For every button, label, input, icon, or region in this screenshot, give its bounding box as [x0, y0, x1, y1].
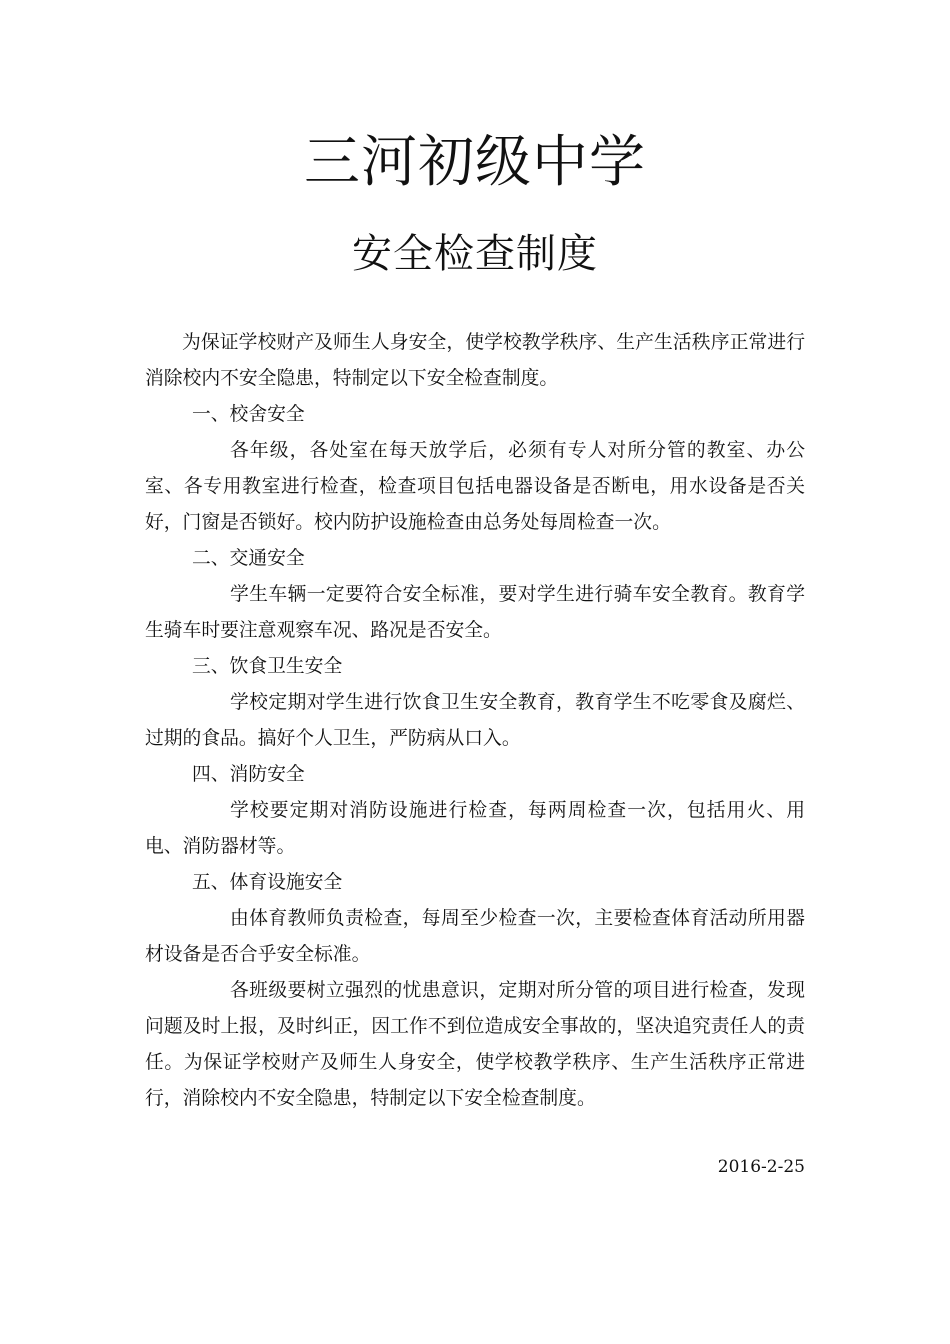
section-text-1: 各年级，各处室在每天放学后，必须有专人对所分管的教室、办公室、各专用教室进行检查，检查项目包括电器设备是否断电，用水设备是否关好，门窗是否锁好。校内防护设施检查由总务处每周检查一次。 [145, 440, 805, 533]
section-heading-2: 二、交通安全 [192, 548, 305, 569]
closing-paragraph: 各班级要树立强烈的忧患意识，定期对所分管的项目进行检查，发现问题及时上报，及时纠正，因工作不到位造成安全事故的，坚决追究责任人的责任。为保证学校财产及师生人身安全，使学校教学秩序、生产生活秩序正常进行，消除校内不安全隐患，特制定以下安全检查制度。 [145, 980, 805, 1109]
section-text-3: 学校定期对学生进行饮食卫生安全教育，教育学生不吃零食及腐烂、过期的食品。搞好个人卫生，严防病从口入。 [145, 692, 805, 749]
section-heading-3: 三、饮食卫生安全 [192, 656, 343, 677]
document-body [145, 325, 805, 1117]
section-text-5: 由体育教师负责检查，每周至少检查一次，主要检查体育活动所用器材设备是否合乎安全标准。 [145, 908, 805, 965]
school-name-title: 三河初级中学 [304, 130, 646, 195]
intro-paragraph: 为保证学校财产及师生人身安全，使学校教学秩序、生产生活秩序正常进行消除校内不安全隐患，特制定以下安全检查制度。 [145, 332, 805, 389]
section-heading-4: 四、消防安全 [192, 764, 305, 785]
section-text-2: 学生车辆一定要符合安全标准，要对学生进行骑车安全教育。教育学生骑车时要注意观察车况、路况是否安全。 [145, 584, 805, 641]
section-heading-5: 五、体育设施安全 [192, 872, 343, 893]
section-heading-1: 一、校舍安全 [192, 404, 305, 425]
document-date: 2016-2-25 [717, 1157, 805, 1177]
section-text-4: 学校要定期对消防设施进行检查，每两周检查一次，包括用火、用电、消防器材等。 [145, 800, 805, 857]
document-title: 安全检查制度 [352, 231, 598, 277]
